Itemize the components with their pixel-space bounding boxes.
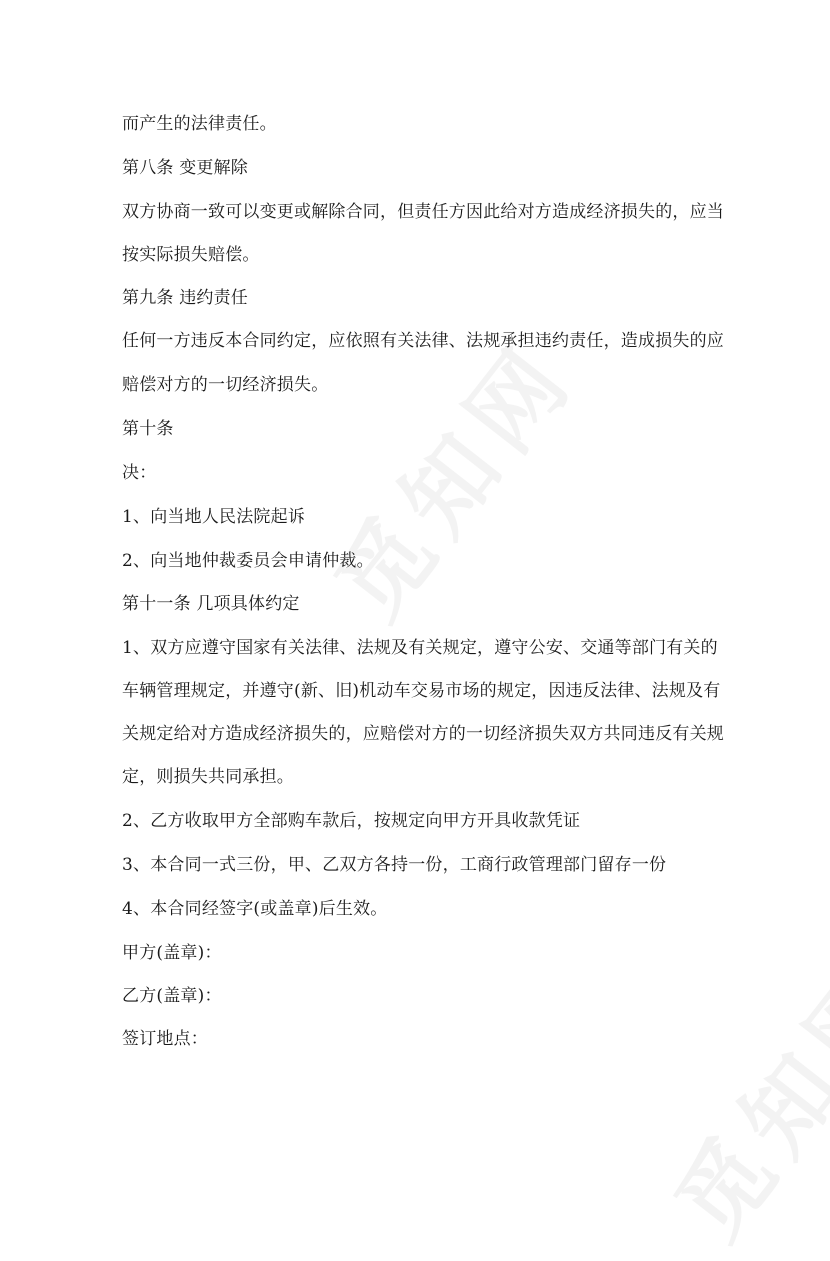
list-item: 2、向当地仲裁委员会申请仲裁。 (122, 551, 374, 571)
paragraph-line: 任何一方违反本合同约定，应依照有关法律、法规承担违约责任，造成损失的应 (122, 331, 724, 351)
watermark-logo (640, 929, 830, 1261)
list-item: 4、本合同经签字(或盖章)后生效。 (122, 899, 388, 919)
list-item: 3、本合同一式三份，甲、乙双方各持一份，工商行政管理部门留存一份 (122, 855, 667, 875)
paragraph-line: 关规定给对方造成经济损失的，应赔偿对方的一切经济损失双方共同违反有关规 (122, 724, 724, 744)
signature-field-party-a: 甲方(盖章)： (122, 943, 222, 963)
section-heading: 第十条 (122, 419, 174, 439)
paragraph-line: 决： (122, 463, 157, 483)
watermark-logo (300, 309, 600, 641)
list-item: 1、双方应遵守国家有关法律、法规及有关规定，遵守公安、交通等部门有关的 (122, 638, 718, 658)
signing-location-field: 签订地点： (122, 1029, 208, 1049)
paragraph-line: 定，则损失共同承担。 (122, 767, 294, 787)
paragraph-line: 双方协商一致可以变更或解除合同，但责任方因此给对方造成经济损失的，应当 (122, 202, 724, 222)
list-item: 1、向当地人民法院起诉 (122, 507, 306, 527)
paragraph-line: 按实际损失赔偿。 (122, 245, 260, 265)
section-heading: 第八条 变更解除 (122, 158, 249, 178)
paragraph-line: 赔偿对方的一切经济损失。 (122, 375, 329, 395)
section-heading: 第九条 违约责任 (122, 288, 249, 308)
list-item: 2、乙方收取甲方全部购车款后，按规定向甲方开具收款凭证 (122, 811, 581, 831)
paragraph-line: 车辆管理规定，并遵守(新、旧)机动车交易市场的规定，因违反法律、法规及有 (122, 681, 721, 701)
paragraph-line: 而产生的法律责任。 (122, 114, 277, 134)
section-heading: 第十一条 几项具体约定 (122, 594, 300, 614)
signature-field-party-b: 乙方(盖章)： (122, 986, 222, 1006)
